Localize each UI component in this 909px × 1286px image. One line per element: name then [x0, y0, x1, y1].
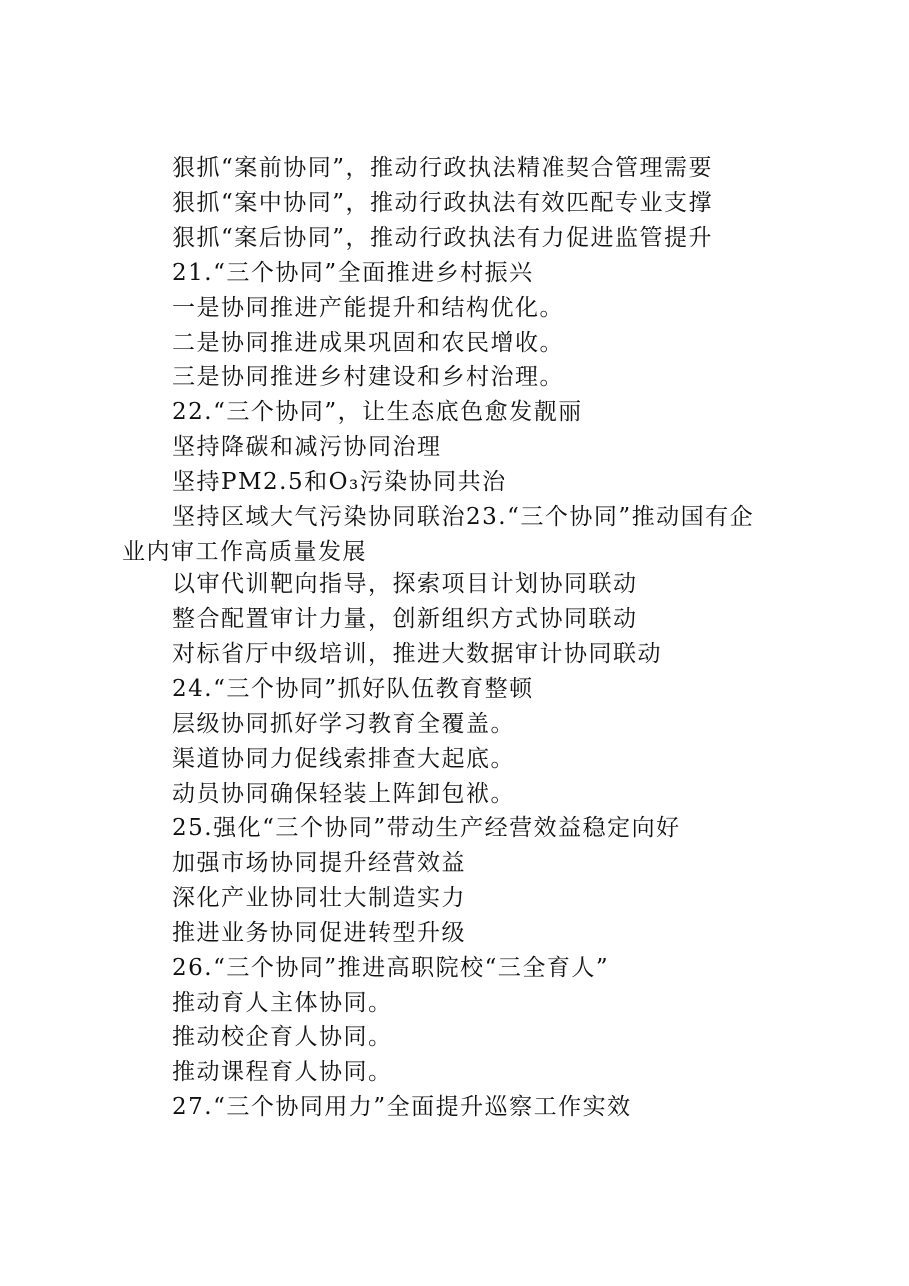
text-line: 坚持降碳和减污协同治理 — [172, 434, 442, 460]
section-heading: 24.“三个协同”抓好队伍教育整顿 — [172, 676, 534, 702]
section-heading: 25.强化“三个协同”带动生产经营效益稳定向好 — [172, 815, 681, 841]
text-line: 坚持PM2.5和O₃污染协同共治 — [172, 469, 507, 495]
text-line: 加强市场协同提升经营效益 — [172, 850, 466, 876]
text-line: 推动育人主体协同。 — [172, 990, 393, 1016]
text-line: 狠抓“案前协同”，推动行政执法精准契合管理需要 — [172, 155, 714, 181]
text-line: 坚持区域大气污染协同联治23.“三个协同”推动国有企 — [172, 504, 755, 530]
text-line-continuation: 业内审工作高质量发展 — [122, 539, 367, 565]
text-line: 推动校企育人协同。 — [172, 1024, 393, 1050]
text-line: 一是协同推进产能提升和结构优化。 — [172, 295, 564, 321]
section-heading: 22.“三个协同”，让生态底色愈发靓丽 — [172, 399, 583, 425]
text-line: 对标省厅中级培训，推进大数据审计协同联动 — [172, 641, 662, 667]
text-line: 狠抓“案中协同”，推动行政执法有效匹配专业支撑 — [172, 190, 714, 216]
section-heading: 27.“三个协同用力”全面提升巡察工作实效 — [172, 1094, 632, 1120]
text-line: 以审代训靶向指导，探索项目计划协同联动 — [172, 571, 638, 597]
text-line: 狠抓“案后协同”，推动行政执法有力促进监管提升 — [172, 225, 714, 251]
section-heading: 26.“三个协同”推进高职院校“三全育人” — [172, 955, 610, 981]
text-line: 层级协同抓好学习教育全覆盖。 — [172, 711, 515, 737]
text-line: 整合配置审计力量，创新组织方式协同联动 — [172, 606, 638, 632]
text-line: 推进业务协同促进转型升级 — [172, 920, 466, 946]
text-line: 二是协同推进成果巩固和农民增收。 — [172, 330, 564, 356]
text-line: 三是协同推进乡村建设和乡村治理。 — [172, 364, 564, 390]
text-line: 渠道协同力促线索排查大起底。 — [172, 746, 515, 772]
text-line: 动员协同确保轻装上阵卸包袱。 — [172, 781, 515, 807]
text-line: 推动课程育人协同。 — [172, 1059, 393, 1085]
text-line: 深化产业协同壮大制造实力 — [172, 885, 466, 911]
section-heading: 21.“三个协同”全面推进乡村振兴 — [172, 260, 534, 286]
